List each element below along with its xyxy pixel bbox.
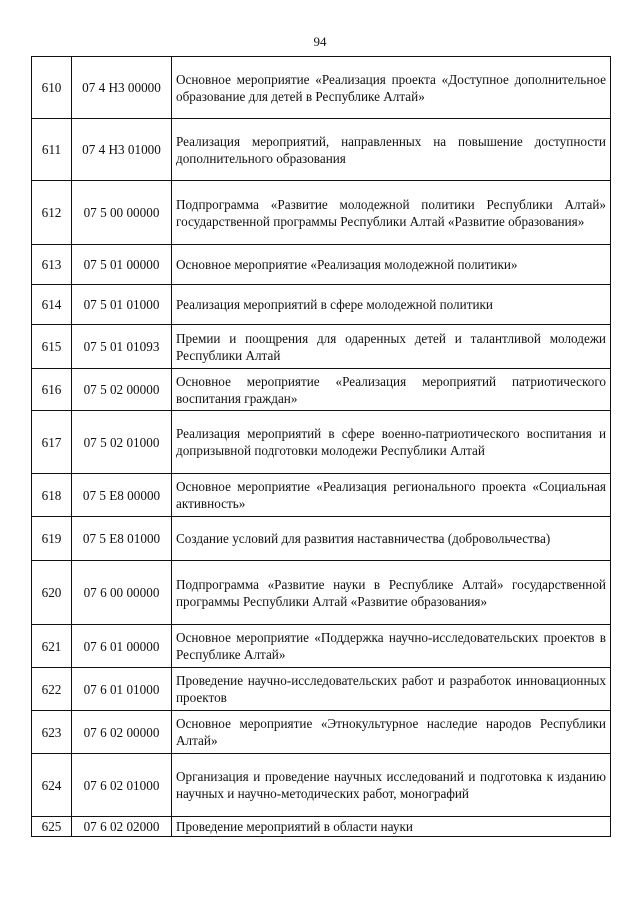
target-article-code: 07 6 02 01000 (72, 754, 172, 817)
table-row (32, 711, 611, 754)
row-number: 624 (32, 754, 72, 817)
target-article-code: 07 6 00 00000 (72, 561, 172, 625)
target-article-name: Реализация мероприятий, направленных на повышение доступности дополнительного образования (172, 119, 611, 181)
target-article-code: 07 5 01 00000 (72, 245, 172, 285)
target-article-name: Подпрограмма «Развитие науки в Республике Алтай» государственной программы Республики Алтай «Развитие образования» (172, 561, 611, 625)
row-number: 619 (32, 517, 72, 561)
table-row (32, 561, 611, 625)
row-number: 625 (32, 817, 72, 837)
target-article-name: Премии и поощрения для одаренных детей и талантливой молодежи Республики Алтай (172, 325, 611, 369)
row-number: 614 (32, 285, 72, 325)
target-article-code: 07 5 02 01000 (72, 411, 172, 474)
table-row (32, 817, 611, 837)
target-article-name: Проведение научно-исследовательских работ и разработок инновационных проектов (172, 668, 611, 711)
table-row (32, 285, 611, 325)
budget-classification-table (31, 56, 611, 837)
row-number: 623 (32, 711, 72, 754)
row-number: 618 (32, 474, 72, 517)
target-article-name: Основное мероприятие «Реализация проекта «Доступное дополнительное образование для детей в Республике Алтай» (172, 57, 611, 119)
table-row (32, 325, 611, 369)
table-row (32, 181, 611, 245)
target-article-code: 07 5 Е8 00000 (72, 474, 172, 517)
target-article-name: Реализация мероприятий в сфере молодежной политики (172, 285, 611, 325)
target-article-name: Основное мероприятие «Этнокультурное наследие народов Республики Алтай» (172, 711, 611, 754)
target-article-name: Создание условий для развития наставничества (добровольчества) (172, 517, 611, 561)
row-number: 616 (32, 369, 72, 411)
table-row (32, 754, 611, 817)
row-number: 615 (32, 325, 72, 369)
row-number: 617 (32, 411, 72, 474)
target-article-code: 07 6 02 00000 (72, 711, 172, 754)
target-article-name: Подпрограмма «Развитие молодежной политики Республики Алтай» государственной программы Республики Алтай «Развитие образования» (172, 181, 611, 245)
target-article-code: 07 4 Н3 01000 (72, 119, 172, 181)
table-row (32, 517, 611, 561)
target-article-name: Проведение мероприятий в области науки (172, 817, 611, 837)
row-number: 621 (32, 625, 72, 668)
target-article-code: 07 6 01 01000 (72, 668, 172, 711)
target-article-name: Основное мероприятие «Реализация мероприятий патриотического воспитания граждан» (172, 369, 611, 411)
target-article-code: 07 5 01 01000 (72, 285, 172, 325)
target-article-name: Реализация мероприятий в сфере военно-патриотического воспитания и допризывной подготовки молодежи Республики Алтай (172, 411, 611, 474)
row-number: 622 (32, 668, 72, 711)
target-article-code: 07 6 02 02000 (72, 817, 172, 837)
target-article-name: Основное мероприятие «Реализация регионального проекта «Социальная активность» (172, 474, 611, 517)
target-article-name: Основное мероприятие «Реализация молодежной политики» (172, 245, 611, 285)
row-number: 611 (32, 119, 72, 181)
target-article-code: 07 5 00 00000 (72, 181, 172, 245)
row-number: 613 (32, 245, 72, 285)
target-article-name: Основное мероприятие «Поддержка научно-исследовательских проектов в Республике Алтай» (172, 625, 611, 668)
page-number: 94 (313, 34, 327, 49)
row-number: 612 (32, 181, 72, 245)
target-article-name: Организация и проведение научных исследований и подготовка к изданию научных и научно-методических работ, монографий (172, 754, 611, 817)
target-article-code: 07 5 01 01093 (72, 325, 172, 369)
target-article-code: 07 5 Е8 01000 (72, 517, 172, 561)
target-article-code: 07 4 Н3 00000 (72, 57, 172, 119)
table-row (32, 668, 611, 711)
table-row (32, 474, 611, 517)
row-number: 620 (32, 561, 72, 625)
target-article-code: 07 5 02 00000 (72, 369, 172, 411)
table-row (32, 57, 611, 119)
table-row (32, 369, 611, 411)
target-article-code: 07 6 01 00000 (72, 625, 172, 668)
table-row (32, 411, 611, 474)
row-number: 610 (32, 57, 72, 119)
table-row (32, 245, 611, 285)
table-row (32, 625, 611, 668)
table-row (32, 119, 611, 181)
